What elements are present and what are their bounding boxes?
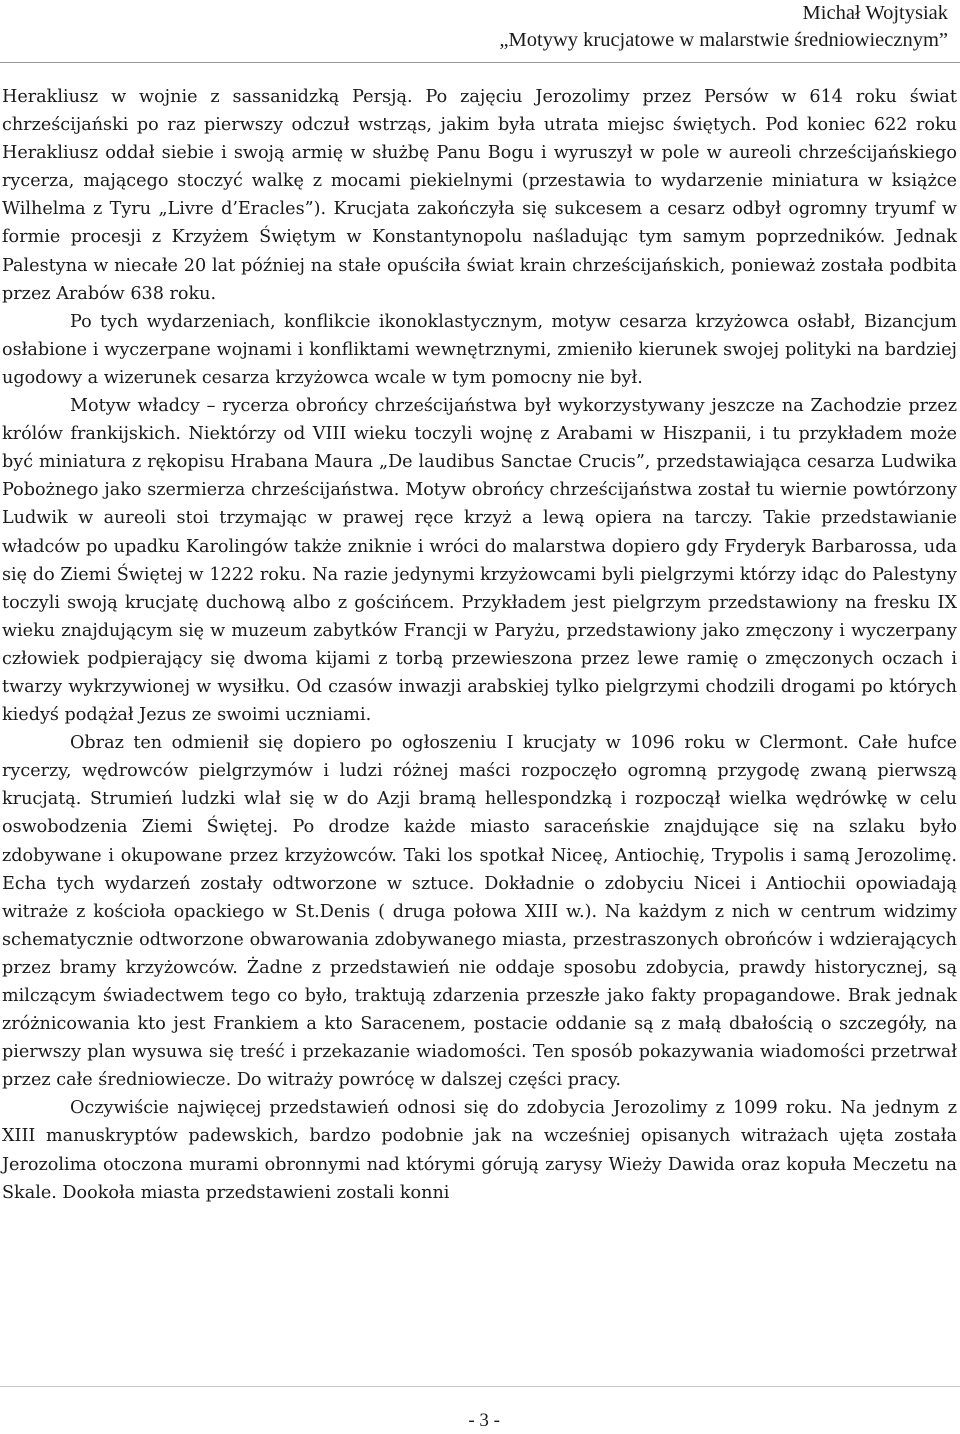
header-divider bbox=[0, 62, 960, 63]
paragraph-4: Obraz ten odmienił się dopiero po ogłoszeniu I krucjaty w 1096 roku w Clermont. Całe hufce rycerzy, wędrowców pielgrzymów i ludzi różnej maści rozpoczęło ogromną przygodę zwaną pierwszą krucjatą. Strumień ludzki wlał się w do Azji bramą hellespondzką i rozpoczął wielka wędrówkę w celu oswobodzenia Ziemi Świętej. Po drodze każde miasto saraceńskie znajdujące się na szlaku było zdobywane i okupowane przez krzyżowców. Taki los spotkał Niceę, Antiochię, Trypolis i samą Jerozolimę. Echa tych wydarzeń zostały odtworzone w sztuce. Dokładnie o zdobyciu Nicei i Antiochii opowiadają witraże z kościoła opackiego w St.Denis ( druga połowa XIII w.). Na każdym z nich w centrum widzimy schematycznie odtworzone obwarowania zdobywanego miasta, przestraszonych obrońców i wdzierających przez bramy krzyżowców. Żadne z przedstawień nie oddaje sposobu zdobycia, prawdy historycznej, są milczącym świadectwem tego co było, traktują zdarzenia przeszłe jako fakty propagandowe. Brak jednak zróżnicowania kto jest Frankiem a kto Saracenem, postacie oddanie są z małą dbałością o szczegóły, na pierwszy plan wysuwa się treść i przekazanie wiadomości. Ten sposób pokazywania wiadomości przetrwał przez całe średniowiecze. Do witraży powrócę w dalszej części pracy. bbox=[2, 733, 957, 1091]
header-title: „Motywy krucjatowe w malarstwie średniowiecznym” bbox=[499, 29, 948, 51]
page-number: - 3 - bbox=[468, 1410, 500, 1431]
footer-divider bbox=[0, 1386, 960, 1387]
header-author: Michał Wojtysiak bbox=[802, 2, 948, 24]
document-body bbox=[2, 83, 957, 1207]
paragraph-2: Po tych wydarzeniach, konflikcie ikonoklastycznym, motyw cesarza krzyżowca osłabł, Bizancjum osłabione i wyczerpane wojnami i konfliktami wewnętrznymi, zmieniło kierunek swojej polityki na bardziej ugodowy a wizerunek cesarza krzyżowca wcale w tym pomocny nie był. bbox=[2, 311, 957, 388]
paragraph-1: Herakliusz w wojnie z sassanidzką Persją. Po zajęciu Jerozolimy przez Persów w 614 roku świat chrześcijański po raz pierwszy odczuł wstrząs, jakim była utrata miejsc świętych. Pod koniec 622 roku Herakliusz oddał siebie i swoją armię w służbę Panu Bogu i wyruszył w pole w aureoli chrześcijańskiego rycerza, mającego stoczyć walkę z mocami piekielnymi (przestawia to wydarzenie miniatura w książce Wilhelma z Tyru „Livre d’Eracles”). Krucjata zakończyła się sukcesem a cesarz odbył ogromny tryumf w formie procesji z Krzyżem Świętym w Konstantynopolu naśladując tym samym poprzedników. Jednak Palestyna w niecałe 20 lat później na stałe opuściła świat krain chrześcijańskich, ponieważ została podbita przez Arabów 638 roku. bbox=[2, 87, 957, 304]
paragraph-3: Motyw władcy – rycerza obrońcy chrześcijaństwa był wykorzystywany jeszcze na Zachodzie przez królów frankijskich. Niektórzy od VIII wieku toczyli wojnę z Arabami w Hiszpanii, i tu przykładem może być miniatura z rękopisu Hrabana Maura „De laudibus Sanctae Crucis”, przedstawiająca cesarza Ludwika Pobożnego jako szermierza chrześcijaństwa. Motyw obrońcy chrześcijaństwa został tu wiernie powtórzony Ludwik w aureoli stoi trzymając w prawej ręce krzyż a lewą opiera na tarczy. Takie przedstawianie władców po upadku Karolingów także zniknie i wróci do malarstwa dopiero gdy Fryderyk Barbarossa, uda się do Ziemi Świętej w 1222 roku. Na razie jedynymi krzyżowcami byli pielgrzymi którzy idąc do Palestyny toczyli swoją krucjatę duchową albo z gościńcem. Przykładem jest pielgrzym przedstawiony na fresku IX wieku znajdującym się w muzeum zabytków Francji w Paryżu, przedstawiony jako zmęczony i wyczerpany człowiek podpierający się dwoma kijami z torbą przewieszona przez lewe ramię o zmęczonych oczach i twarzy wykrzywionej w wysiłku. Od czasów inwazji arabskiej tylko pielgrzymi chodzili drogami po których kiedyś podążał Jezus ze swoimi uczniami. bbox=[2, 396, 957, 726]
paragraph-5: Oczywiście najwięcej przedstawień odnosi się do zdobycia Jerozolimy z 1099 roku. Na jednym z XIII manuskryptów padewskich, bardzo podobnie jak na wcześniej opisanych witrażach ujęta została Jerozolima otoczona murami obronnymi nad którymi górują zarysy Wieży Dawida oraz kopuła Meczetu na Skale. Dookoła miasta przedstawieni zostali konni bbox=[2, 1098, 957, 1203]
page-header bbox=[499, 0, 948, 54]
